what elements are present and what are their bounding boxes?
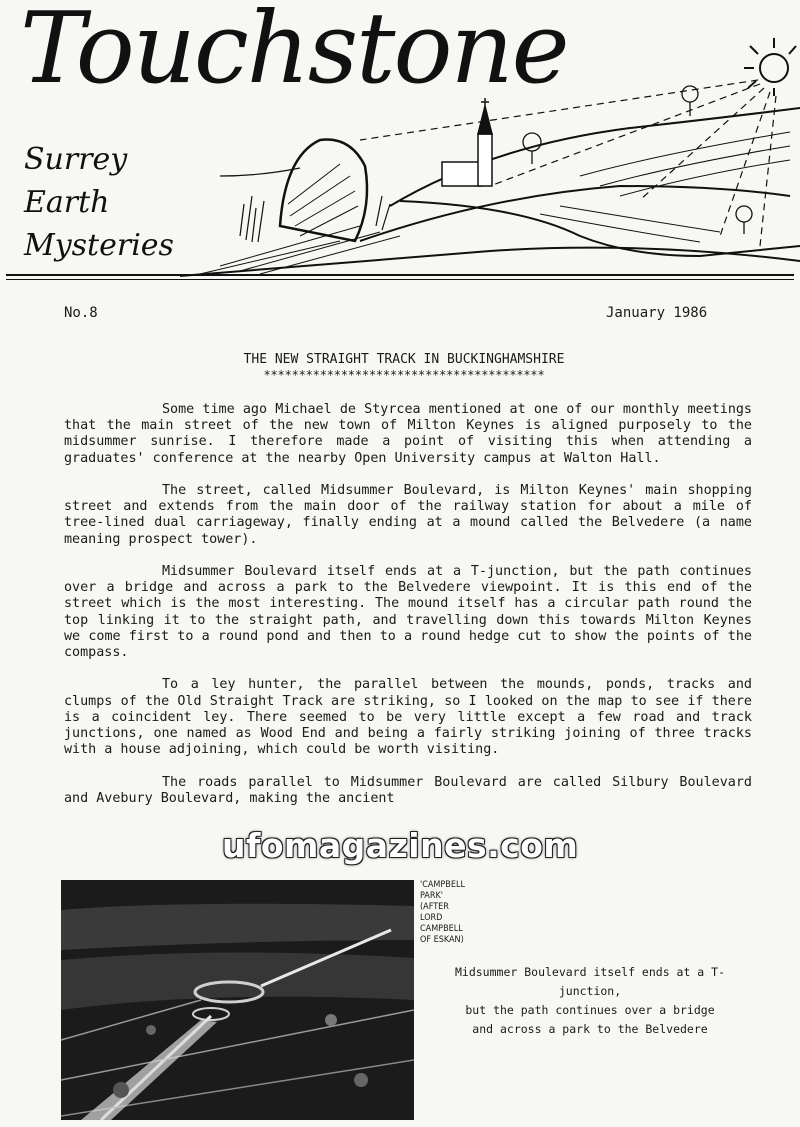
masthead-title: Touchstone bbox=[20, 0, 568, 106]
photo-caption bbox=[440, 963, 740, 1039]
sun-icon bbox=[744, 38, 796, 96]
masthead-rule-thin bbox=[6, 279, 794, 280]
photo-note bbox=[420, 880, 480, 946]
photo-note-line: PARK' bbox=[420, 891, 444, 901]
article-body bbox=[64, 402, 752, 807]
subtitle-line-3: Mysteries bbox=[24, 228, 174, 263]
subtitle-line-1: Surrey bbox=[24, 142, 128, 177]
issue-date: January 1986 bbox=[606, 305, 708, 321]
paragraph: Midsummer Boulevard itself ends at a T-junction, but the path continues over a bridge and across a park to the Belvedere viewpoint. It is this end of the street which is the most interesting. The mound itself has a circular path round the top linking it to the straight path, and travelling down this towards Milton Keynes we come first to a round pond and then to a round hedge cut to show the points of the compass. bbox=[64, 564, 752, 661]
paragraph: Some time ago Michael de Styrcea mentioned at one of our monthly meetings that the main street of the new town of Milton Keynes is aligned purposely to the midsummer sunrise. I therefore made a point of visiting this when attending a graduates' conference at the nearby Open University campus at Walton Hall. bbox=[64, 402, 752, 466]
paragraph: The street, called Midsummer Boulevard, is Milton Keynes' main shopping street and extends from the main door of the railway station for about a mile of tree-lined dual carriageway, finally ending at a mound called the Belvedere (a name meaning prospect tower). bbox=[64, 483, 752, 547]
paragraph: The roads parallel to Midsummer Boulevard are called Silbury Boulevard and Avebury Boulevard, making the ancient bbox=[64, 774, 752, 806]
title-underline: **************************************** bbox=[263, 368, 545, 382]
subtitle-line-2: Earth bbox=[24, 185, 110, 220]
masthead-subtitle bbox=[24, 138, 174, 267]
issue-number: No.8 bbox=[64, 305, 98, 321]
masthead-rule bbox=[6, 274, 794, 276]
church-icon bbox=[442, 98, 492, 186]
caption-line: but the path continues over a bridge bbox=[465, 1003, 715, 1017]
photo-note-line: CAMPBELL bbox=[420, 924, 463, 934]
photo-note-line: OF ESKAN) bbox=[420, 935, 464, 945]
article-title: THE NEW STRAIGHT TRACK IN BUCKINGHAMSHIRE bbox=[243, 352, 565, 367]
paragraph: To a ley hunter, the parallel between the mounds, ponds, tracks and clumps of the Old Straight Track are striking, so I looked on the map to see if there is a coincident ley. There seemed to be very little except a few road and track junctions, one named as Wood End and being a fairly striking joining of three tracks with a house adjoining, which could be worth visiting. bbox=[64, 677, 752, 758]
landscape-illustration bbox=[160, 36, 800, 280]
photo-note-line: LORD bbox=[420, 913, 443, 923]
caption-line: Midsummer Boulevard itself ends at a T-junction, bbox=[454, 965, 726, 998]
standing-stone bbox=[280, 140, 367, 241]
caption-line: and across a park to the Belvedere bbox=[472, 1022, 708, 1036]
aerial-photo bbox=[61, 880, 414, 1120]
photo-note-line: 'CAMPBELL bbox=[420, 880, 465, 890]
watermark: ufomagazines.com bbox=[222, 826, 579, 865]
photo-note-line: (AFTER bbox=[420, 902, 449, 912]
